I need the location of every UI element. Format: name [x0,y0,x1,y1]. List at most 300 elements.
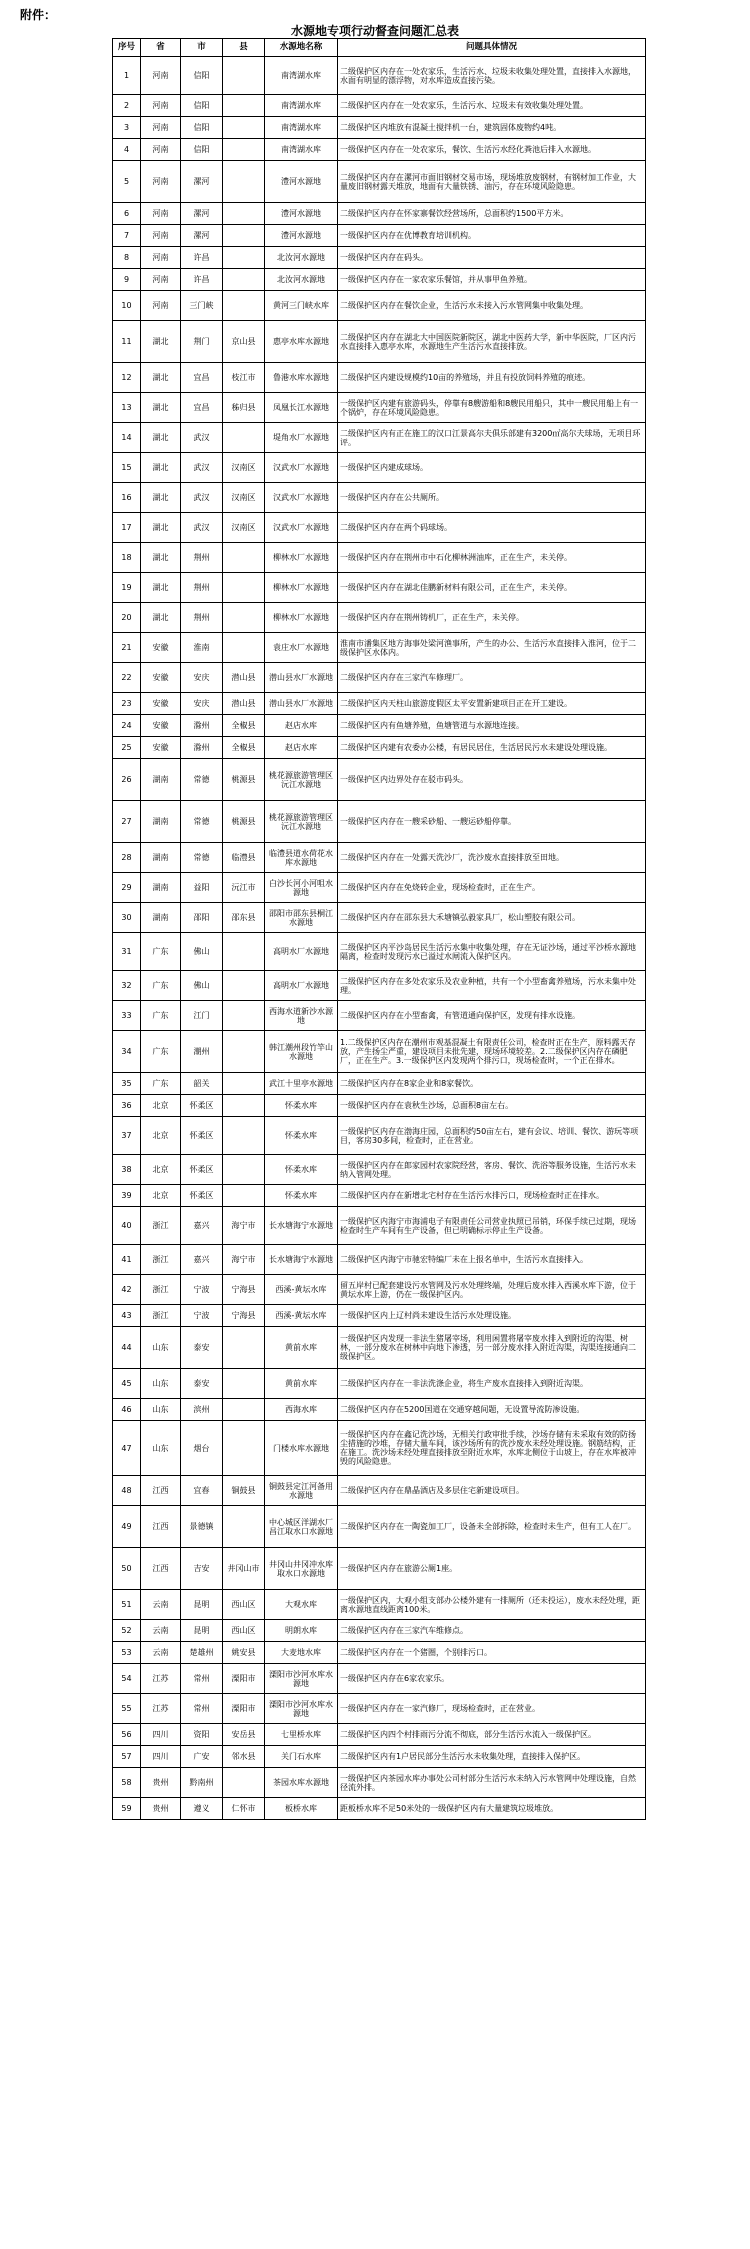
col-province-cell: 安徽 [141,693,181,715]
col-city-cell: 资阳 [181,1724,223,1746]
col-index-cell: 42 [113,1275,141,1305]
col-city-cell: 信阳 [181,95,223,117]
col-issue-details-cell: 二级保护区内存在新增北宅村存在生活污水排污口，现场检查时正在排水。 [338,1185,646,1207]
col-county-cell: 汉南区 [223,483,265,513]
col-city-cell: 漯河 [181,161,223,203]
col-issue-details-cell: 一级保护区内存在湖北佳鹏新材料有限公司，正在生产，未关停。 [338,573,646,603]
col-index-cell: 4 [113,139,141,161]
col-county-cell [223,1001,265,1031]
col-source-name-cell: 西溪-黄坛水库 [265,1305,338,1327]
col-city-cell: 宁波 [181,1305,223,1327]
col-issue-details-cell: 二级保护区内存在一处露天洗沙厂，洗沙废水直接排放至田地。 [338,843,646,873]
col-issue-details-cell: 留五岸村已配套建设污水管网及污水处理终端，处理后废水排入西溪水库下游，位于黄坛水库上游，仍在一级保护区内。 [338,1275,646,1305]
col-city-cell: 安庆 [181,663,223,693]
col-province-cell: 浙江 [141,1275,181,1305]
table-row [113,801,646,843]
col-index-cell: 39 [113,1185,141,1207]
col-index-cell: 12 [113,363,141,393]
col-issue-details-cell: 一级保护区内存在公共厕所。 [338,483,646,513]
table-row [113,321,646,363]
col-city-cell: 怀柔区 [181,1155,223,1185]
col-city-cell: 信阳 [181,117,223,139]
col-source-name-cell: 惠亭水库水源地 [265,321,338,363]
col-city-cell: 遵义 [181,1798,223,1820]
col-province-cell: 湖北 [141,483,181,513]
table-row [113,161,646,203]
col-county-cell [223,225,265,247]
col-city-cell: 潮州 [181,1031,223,1073]
col-province-cell: 贵州 [141,1798,181,1820]
col-issue-details-cell: 一级保护区内存在6家农家乐。 [338,1664,646,1694]
col-province-cell: 安徽 [141,715,181,737]
col-source-name-cell: 武江十里亭水源地 [265,1073,338,1095]
col-index-cell: 50 [113,1548,141,1590]
table-row [113,759,646,801]
col-issue-details-cell: 一级保护区内上辽村尚未建设生活污水处理设施。 [338,1305,646,1327]
issues-table [112,38,646,1820]
col-province-cell: 河南 [141,95,181,117]
col-province-cell: 云南 [141,1590,181,1620]
col-province-cell: 山东 [141,1421,181,1476]
col-source-name-cell: 西海水道新沙水源地 [265,1001,338,1031]
col-source-name-cell: 井冈山井冈冲水库取水口水源地 [265,1548,338,1590]
col-city-cell: 邵阳 [181,903,223,933]
table-row [113,1399,646,1421]
col-city-cell: 滁州 [181,715,223,737]
table-row [113,843,646,873]
col-province-cell: 河南 [141,291,181,321]
col-province-cell: 安徽 [141,737,181,759]
col-city-cell: 佛山 [181,933,223,971]
table-row [113,1207,646,1245]
col-source-name-cell: 怀柔水库 [265,1095,338,1117]
col-index-cell: 13 [113,393,141,423]
col-city-cell: 昆明 [181,1590,223,1620]
col-county-cell: 铜鼓县 [223,1476,265,1506]
table-row [113,873,646,903]
table-row [113,1031,646,1073]
col-index-cell: 22 [113,663,141,693]
col-province-cell: 安徽 [141,663,181,693]
col-issue-details-cell: 二级保护区内存在小型畜禽，有管道通向保护区，发现有排水设施。 [338,1001,646,1031]
col-county-cell [223,933,265,971]
table-row [113,1798,646,1820]
col-county-cell: 姚安县 [223,1642,265,1664]
col-province-cell: 湖北 [141,543,181,573]
col-county-cell: 宁海县 [223,1305,265,1327]
col-city-cell: 广安 [181,1746,223,1768]
col-city-cell: 常德 [181,759,223,801]
col-city-cell: 楚雄州 [181,1642,223,1664]
table-row [113,1620,646,1642]
col-city-cell: 许昌 [181,247,223,269]
col-province-cell: 湖北 [141,603,181,633]
col-issue-details-cell: 二级保护区内存在两个码球场。 [338,513,646,543]
table-row [113,1590,646,1620]
col-county-cell [223,95,265,117]
col-source-name-cell: 溧阳市沙河水库水源地 [265,1694,338,1724]
table-row [113,1421,646,1476]
col-province-cell: 安徽 [141,633,181,663]
col-index-cell: 26 [113,759,141,801]
col-city-cell: 武汉 [181,483,223,513]
table-row [113,1746,646,1768]
col-city-cell: 滨州 [181,1399,223,1421]
col-county-cell: 邵东县 [223,903,265,933]
col-issue-details-cell: 一级保护区内，大观小组支部办公楼外建有一排厕所（还未投运），废水未经处理，距离水源地直线距离100米。 [338,1590,646,1620]
col-index-cell: 21 [113,633,141,663]
col-source-name-cell: 大观水库 [265,1590,338,1620]
col-index-cell: 2 [113,95,141,117]
col-index-cell: 6 [113,203,141,225]
col-issue-details-cell: 二级保护区内存在漯河市面旧钢材交易市场，现场堆放废钢材，有钢材加工作业，大量废旧钢材露天堆放，地面有大量铁锈、油污，存在环境风险隐患。 [338,161,646,203]
col-index-cell: 11 [113,321,141,363]
col-county-cell: 桃源县 [223,801,265,843]
col-issue-details-cell: 二级保护区内存在一处农家乐，生活污水、垃圾未收集处理处置，直接排入水源地，水面有明显的漂浮物，对水库造成直接污染。 [338,57,646,95]
table-row [113,1694,646,1724]
col-city-cell: 宁波 [181,1275,223,1305]
col-county-cell: 溧阳市 [223,1664,265,1694]
table-row [113,1768,646,1798]
col-index-cell: 23 [113,693,141,715]
col-source-name-cell: 袁庄水厂水源地 [265,633,338,663]
col-county-cell [223,1327,265,1369]
col-issue-details-cell: 二级保护区内有鱼塘养殖，鱼塘管道与水源地连接。 [338,715,646,737]
col-issue-details-cell: 二级保护区内天柱山旅游度假区太平安置新建项目正在开工建设。 [338,693,646,715]
table-row [113,573,646,603]
col-province-cell: 北京 [141,1095,181,1117]
col-county-cell: 海宁市 [223,1245,265,1275]
col-index-cell: 25 [113,737,141,759]
col-city-cell: 安庆 [181,693,223,715]
col-index-cell: 19 [113,573,141,603]
col-city-cell: 昆明 [181,1620,223,1642]
col-city-cell: 常德 [181,801,223,843]
col-province-cell: 江西 [141,1506,181,1548]
col-source-name-cell: 潜山县水厂水源地 [265,693,338,715]
col-issue-details-cell: 一级保护区内存在一处农家乐，餐饮、生活污水经化粪池后排入水源地。 [338,139,646,161]
table-row [113,1155,646,1185]
table-row [113,903,646,933]
col-issue-details-cell: 一级保护区内存在一家农家乐餐馆，并从事甲鱼养殖。 [338,269,646,291]
col-index-cell: 9 [113,269,141,291]
col-city-cell: 常州 [181,1694,223,1724]
col-city-cell: 益阳 [181,873,223,903]
col-issue-details-cell: 二级保护区内海宁市驰宏特编厂未在上报名单中，生活污水直接排入。 [338,1245,646,1275]
col-index-cell: 29 [113,873,141,903]
col-county-cell [223,543,265,573]
col-city-cell: 信阳 [181,57,223,95]
table-row [113,1664,646,1694]
table-row [113,663,646,693]
col-county-cell [223,1369,265,1399]
col-issue-details-cell: 二级保护区内存在餐饮企业，生活污水未接入污水管网集中收集处理。 [338,291,646,321]
col-province-cell: 广东 [141,1001,181,1031]
col-city-cell: 荆州 [181,573,223,603]
col-province-cell: 河南 [141,247,181,269]
col-province-cell: 山东 [141,1369,181,1399]
col-county-cell [223,1768,265,1798]
col-index-cell: 47 [113,1421,141,1476]
col-city-cell: 荆州 [181,543,223,573]
col-county-cell [223,1399,265,1421]
table-row [113,483,646,513]
col-county-cell: 安岳县 [223,1724,265,1746]
col-issue-details-cell: 二级保护区内存在免烧砖企业，现场检查时，正在生产。 [338,873,646,903]
col-issue-details-cell: 一级保护区内存在一艘采砂船、一艘运砂船停靠。 [338,801,646,843]
col-source-name-cell: 汉武水厂水源地 [265,453,338,483]
table-row [113,1327,646,1369]
col-source-name-cell: 南湾湖水库 [265,117,338,139]
table-row [113,225,646,247]
col-index-cell: 33 [113,1001,141,1031]
table-row [113,513,646,543]
col-city-cell: 怀柔区 [181,1185,223,1207]
col-county-cell [223,1185,265,1207]
col-city-cell: 武汉 [181,513,223,543]
col-issue-details-cell: 二级保护区内存在怀家寨餐饮经营场所，总面积约1500平方米。 [338,203,646,225]
col-issue-details-cell: 一级保护区内存在鑫记洗沙场，无相关行政审批手续，沙场存储有未采取有效的防扬尘措施的沙堆，存储大量车间，该沙场所有的洗沙废水未经处理设施。钢筋结构，正在施工。洗沙场未经处理直接排放至附近水库，水库北侧位于山坡上，存在水库被冲毁的风险隐患。 [338,1421,646,1476]
col-index-cell: 46 [113,1399,141,1421]
col-issue-details-cell: 一级保护区内存在郎家园村农家院经营，客房、餐饮、洗浴等服务设施，生活污水未纳入管网处理。 [338,1155,646,1185]
col-city-cell: 嘉兴 [181,1245,223,1275]
col-province-cell: 河南 [141,269,181,291]
col-index-cell: 58 [113,1768,141,1798]
col-county-cell: 汉南区 [223,513,265,543]
col-source-name-cell: 澧河水源地 [265,225,338,247]
col-county-cell [223,203,265,225]
col-source-name-cell: 怀柔水库 [265,1155,338,1185]
col-province-cell: 浙江 [141,1207,181,1245]
col-province-cell: 云南 [141,1620,181,1642]
col-source-name-cell: 桃花源旅游管理区沅江水源地 [265,759,338,801]
col-issue-details-cell: 一级保护区内建成球场。 [338,453,646,483]
header-col-city: 市 [181,39,223,57]
col-source-name-cell: 长水塘海宁水源地 [265,1207,338,1245]
col-source-name-cell: 柳林水厂水源地 [265,603,338,633]
col-index-cell: 53 [113,1642,141,1664]
col-county-cell [223,57,265,95]
col-source-name-cell: 明朗水库 [265,1620,338,1642]
col-issue-details-cell: 一级保护区内存在旅游公厕1座。 [338,1548,646,1590]
col-source-name-cell: 北汝河水源地 [265,247,338,269]
col-province-cell: 云南 [141,1642,181,1664]
col-index-cell: 1 [113,57,141,95]
col-source-name-cell: 黄前水库 [265,1369,338,1399]
table-row [113,715,646,737]
col-province-cell: 湖北 [141,393,181,423]
col-index-cell: 18 [113,543,141,573]
col-county-cell [223,971,265,1001]
col-issue-details-cell: 二级保护区内存在一处农家乐，生活污水、垃圾未有效收集处理处置。 [338,95,646,117]
col-source-name-cell: 凤凰长江水源地 [265,393,338,423]
col-province-cell: 河南 [141,57,181,95]
col-issue-details-cell: 距板桥水库不足50米处的一级保护区内有大量建筑垃圾堆放。 [338,1798,646,1820]
col-province-cell: 四川 [141,1746,181,1768]
col-county-cell: 枝江市 [223,363,265,393]
col-index-cell: 41 [113,1245,141,1275]
col-province-cell: 江西 [141,1548,181,1590]
col-index-cell: 44 [113,1327,141,1369]
col-province-cell: 四川 [141,1724,181,1746]
col-county-cell [223,1117,265,1155]
col-source-name-cell: 怀柔水库 [265,1185,338,1207]
col-issue-details-cell: 二级保护区内存在5200国道在交通穿越间题，无设置导流防渗设施。 [338,1399,646,1421]
col-source-name-cell: 关门石水库 [265,1746,338,1768]
col-source-name-cell: 长水塘海宁水源地 [265,1245,338,1275]
table-row [113,543,646,573]
col-province-cell: 湖南 [141,801,181,843]
col-province-cell: 湖南 [141,759,181,801]
col-county-cell: 邻水县 [223,1746,265,1768]
col-index-cell: 57 [113,1746,141,1768]
col-source-name-cell: 高明水厂水源地 [265,933,338,971]
col-index-cell: 16 [113,483,141,513]
table-row [113,1305,646,1327]
col-county-cell [223,603,265,633]
col-county-cell: 临澧县 [223,843,265,873]
col-county-cell [223,291,265,321]
col-source-name-cell: 北汝河水源地 [265,269,338,291]
col-city-cell: 漯河 [181,225,223,247]
table-row [113,971,646,1001]
col-source-name-cell: 溧阳市沙河水库水源地 [265,1664,338,1694]
col-source-name-cell: 邵阳市邵东县桐江水源地 [265,903,338,933]
page-title: 水源地专项行动督查问题汇总表 [290,24,459,38]
col-province-cell: 河南 [141,139,181,161]
col-province-cell: 江苏 [141,1694,181,1724]
col-province-cell: 湖南 [141,903,181,933]
col-source-name-cell: 临澧县道水荷花水库水源地 [265,843,338,873]
col-issue-details-cell: 一级保护区内边界处存在驳市码头。 [338,759,646,801]
col-city-cell: 淮南 [181,633,223,663]
table-row [113,423,646,453]
col-issue-details-cell: 二级保护区内存在三家汽车维修点。 [338,1620,646,1642]
col-index-cell: 5 [113,161,141,203]
col-issue-details-cell: 1.二级保护区内存在潮州市观基混凝土有限责任公司，检查时正在生产，原料露天存放，产生扬尘严重，建设项目未批先建，现场环境较差。2.二级保护区内存在磷肥厂，正在生产。3.一级保护区内发现两个排污口，现场检查时，一个正在排水。 [338,1031,646,1073]
col-county-cell: 全椒县 [223,715,265,737]
col-issue-details-cell: 一级保护区内存在码头。 [338,247,646,269]
col-county-cell [223,161,265,203]
col-issue-details-cell: 一级保护区内海宁市海浦电子有限责任公司营业执照已吊销，环保手续已过期，现场检查时生产车间有生产设备，但已明确标示停止生产设备。 [338,1207,646,1245]
col-city-cell: 滁州 [181,737,223,759]
col-province-cell: 湖北 [141,363,181,393]
table-row [113,1095,646,1117]
col-index-cell: 15 [113,453,141,483]
col-county-cell: 潜山县 [223,693,265,715]
col-county-cell: 海宁市 [223,1207,265,1245]
col-city-cell: 信阳 [181,139,223,161]
col-source-name-cell: 澧河水源地 [265,161,338,203]
col-county-cell: 京山县 [223,321,265,363]
col-index-cell: 35 [113,1073,141,1095]
col-index-cell: 20 [113,603,141,633]
col-city-cell: 泰安 [181,1369,223,1399]
col-province-cell: 湖北 [141,573,181,603]
col-source-name-cell: 七里桥水库 [265,1724,338,1746]
col-city-cell: 三门峡 [181,291,223,321]
col-issue-details-cell: 一级保护区内建有旅游码头，停靠有8艘游船和8艘民用船只，其中一艘民用船上有一个锅炉，存在环境风险隐患。 [338,393,646,423]
col-county-cell: 潜山县 [223,663,265,693]
col-province-cell: 河南 [141,225,181,247]
col-issue-details-cell: 二级保护区内有1户居民部分生活污水未收集处理，直接排入保护区。 [338,1746,646,1768]
table-row [113,1275,646,1305]
col-issue-details-cell: 一级保护区内存在荆州铸机厂，正在生产，未关停。 [338,603,646,633]
col-issue-details-cell: 一级保护区内存在优博教育培训机构。 [338,225,646,247]
col-issue-details-cell: 二级保护区内存在鼎晶酒店及多层住宅新建设项目。 [338,1476,646,1506]
col-county-cell: 桃源县 [223,759,265,801]
col-city-cell: 嘉兴 [181,1207,223,1245]
col-source-name-cell: 鲁港水库水源地 [265,363,338,393]
col-source-name-cell: 柳林水厂水源地 [265,543,338,573]
col-index-cell: 45 [113,1369,141,1399]
col-source-name-cell: 西海水库 [265,1399,338,1421]
col-province-cell: 山东 [141,1327,181,1369]
col-issue-details-cell: 二级保护区内存在一非法洗涤企业，将生产废水直接排入到附近沟渠。 [338,1369,646,1399]
col-index-cell: 24 [113,715,141,737]
col-source-name-cell: 堤角水厂水源地 [265,423,338,453]
col-city-cell: 黔南州 [181,1768,223,1798]
col-city-cell: 泰安 [181,1327,223,1369]
col-county-cell: 西山区 [223,1620,265,1642]
table-row [113,1001,646,1031]
col-county-cell [223,1031,265,1073]
col-source-name-cell: 门楼水库水源地 [265,1421,338,1476]
col-index-cell: 54 [113,1664,141,1694]
table-row [113,933,646,971]
col-city-cell: 韶关 [181,1073,223,1095]
col-index-cell: 28 [113,843,141,873]
col-index-cell: 10 [113,291,141,321]
col-province-cell: 江苏 [141,1664,181,1694]
table-row [113,1073,646,1095]
col-source-name-cell: 铜鼓县定江河备用水源地 [265,1476,338,1506]
col-county-cell [223,139,265,161]
col-source-name-cell: 黄河三门峡水库 [265,291,338,321]
col-index-cell: 59 [113,1798,141,1820]
col-issue-details-cell: 一级保护区内存在渤海庄园，总面积约50亩左右，建有会议、培训、餐饮、游玩等项目，客房30多间，检查时，正在营业。 [338,1117,646,1155]
table-row [113,247,646,269]
col-county-cell [223,247,265,269]
col-source-name-cell: 赵店水库 [265,715,338,737]
table-row [113,1548,646,1590]
col-source-name-cell: 高明水厂水源地 [265,971,338,1001]
col-source-name-cell: 怀柔水库 [265,1117,338,1155]
table-row [113,1117,646,1155]
col-index-cell: 27 [113,801,141,843]
col-county-cell: 沅江市 [223,873,265,903]
col-county-cell [223,1073,265,1095]
col-index-cell: 14 [113,423,141,453]
col-index-cell: 3 [113,117,141,139]
col-index-cell: 49 [113,1506,141,1548]
col-province-cell: 湖北 [141,423,181,453]
col-issue-details-cell: 二级保护区内存在一陶瓷加工厂，设备未全部拆除，检查时未生产，但有工人在厂。 [338,1506,646,1548]
col-source-name-cell: 桃花源旅游管理区沅江水源地 [265,801,338,843]
col-county-cell [223,1095,265,1117]
col-province-cell: 湖南 [141,843,181,873]
col-province-cell: 广东 [141,1031,181,1073]
col-source-name-cell: 汉武水厂水源地 [265,513,338,543]
col-province-cell: 浙江 [141,1305,181,1327]
col-source-name-cell: 韩江潮州段竹竿山水源地 [265,1031,338,1073]
table-row [113,269,646,291]
col-index-cell: 31 [113,933,141,971]
col-source-name-cell: 中心城区洋湖水厂昌江取水口水源地 [265,1506,338,1548]
col-city-cell: 宜春 [181,1476,223,1506]
col-province-cell: 河南 [141,161,181,203]
col-source-name-cell: 赵店水库 [265,737,338,759]
